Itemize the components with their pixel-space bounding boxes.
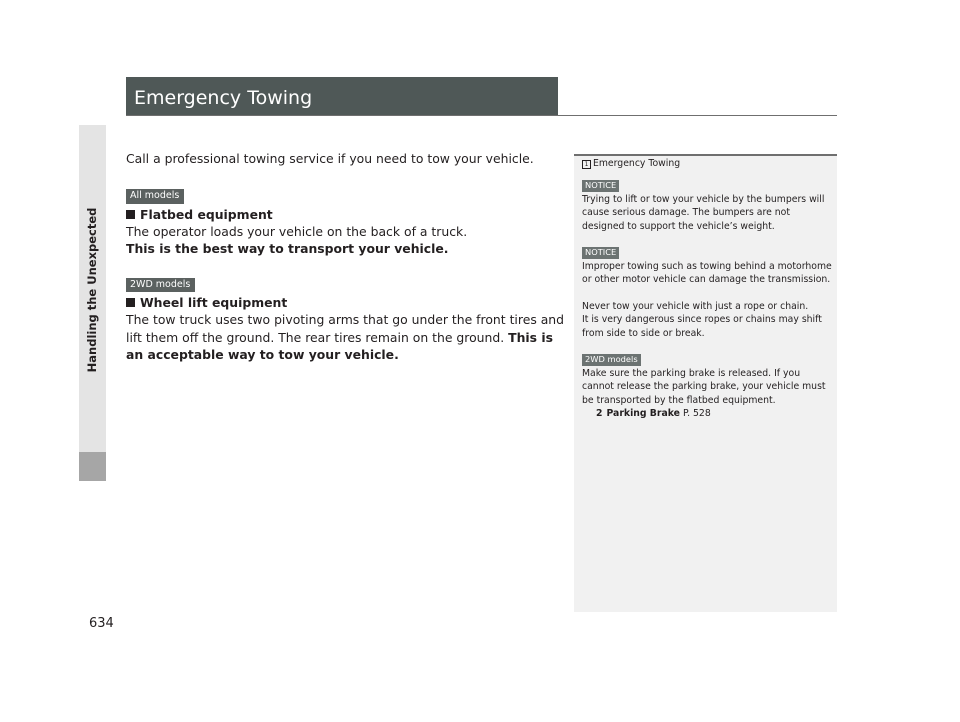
flatbed-section	[126, 185, 566, 257]
sidebar-content	[582, 157, 832, 421]
section-label: Handling the Unexpected	[85, 207, 99, 373]
2wd-models-badge: 2WD models	[582, 354, 641, 366]
cross-reference[interactable]	[582, 407, 832, 420]
notice-badge: NOTICE	[582, 247, 619, 259]
sidebar-heading-text: Emergency Towing	[593, 158, 681, 169]
flatbed-body: The operator loads your vehicle on the back of a truck.	[126, 224, 468, 240]
page-number: 634	[89, 616, 114, 631]
wheel-lift-body-text: The tow truck uses two pivoting arms that go under the front tires and lift them off the ground. The rear tires remain on the ground.	[126, 312, 565, 345]
square-bullet-icon	[126, 298, 135, 307]
flatbed-emphasis: This is the best way to transport your vehicle.	[126, 241, 449, 257]
square-bullet-icon	[126, 210, 135, 219]
parking-text: Make sure the parking brake is released. If you cannot release the parking brake, your vehicle must be transported by the flatbed equipment.	[582, 367, 826, 406]
flatbed-heading	[126, 206, 566, 223]
page-title: Emergency Towing	[134, 87, 313, 109]
wheel-lift-body	[126, 311, 566, 363]
note-mark-icon: 1	[582, 160, 591, 169]
sidebar-heading	[582, 157, 832, 170]
2wd-models-badge: 2WD models	[126, 278, 195, 292]
wheel-lift-heading	[126, 294, 566, 311]
sidebar-rule	[574, 154, 837, 156]
notice-badge: NOTICE	[582, 180, 619, 192]
main-content	[126, 150, 566, 364]
reference-page: P. 528	[682, 408, 711, 420]
wheel-lift-emphasis: This is an acceptable way to tow your vehicle.	[126, 329, 553, 363]
flatbed-heading-text: Flatbed equipment	[140, 206, 273, 222]
notice-text: Trying to lift or tow your vehicle by the bumpers will cause serious damage. The bumpers are not designed to support the vehicle’s weight.	[582, 193, 825, 232]
warning-line: Never tow your vehicle with just a rope or chain.	[582, 300, 809, 312]
notice-text: Improper towing such as towing behind a motorhome or other motor vehicle can damage the transmission.	[582, 260, 832, 286]
section-tab	[79, 452, 106, 481]
all-models-badge: All models	[126, 189, 184, 203]
reference-label: Parking Brake	[606, 408, 680, 420]
wheel-lift-heading-text: Wheel lift equipment	[140, 295, 288, 311]
warning-line: It is very dangerous since ropes or chains may shift from side to side or break.	[582, 314, 822, 339]
reference-arrow-icon: 2	[596, 408, 603, 420]
intro-text: Call a professional towing service if you need to tow your vehicle.	[126, 151, 534, 166]
title-rule	[126, 115, 837, 116]
wheel-lift-section	[126, 274, 566, 364]
